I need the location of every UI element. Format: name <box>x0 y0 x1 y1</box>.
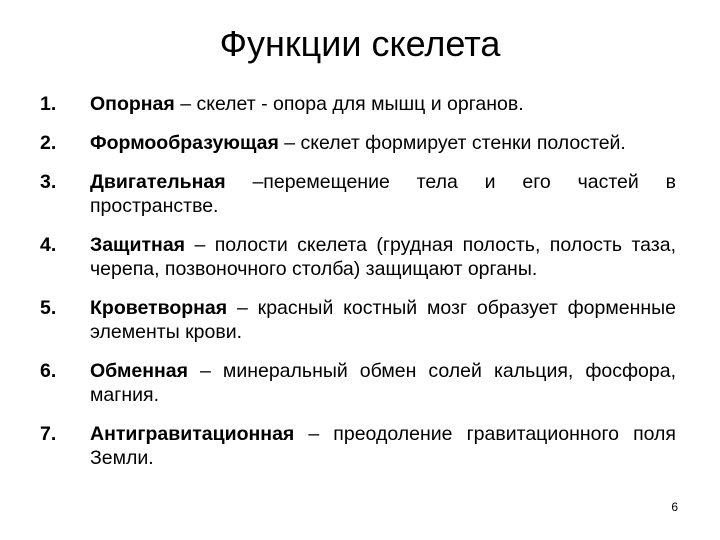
item-number: 6. <box>40 360 57 382</box>
item-term: Опорная <box>90 93 175 115</box>
item-number: 7. <box>40 423 57 445</box>
list-item <box>40 92 676 116</box>
slide-title: Функции скелета <box>219 23 501 64</box>
list-item <box>40 359 676 407</box>
list-item <box>40 170 676 218</box>
item-number: 1. <box>40 93 57 115</box>
item-term: Двигательная <box>90 171 226 193</box>
item-number: 2. <box>40 132 57 154</box>
item-term: Защитная <box>90 234 186 256</box>
item-term: Антигравитационная <box>90 423 295 445</box>
list-item <box>40 422 676 470</box>
item-term: Формообразующая <box>90 132 279 154</box>
item-term: Кроветворная <box>90 297 228 319</box>
functions-list <box>40 92 676 485</box>
item-description: – преодоление гравитационного поля Земли. <box>90 423 676 469</box>
item-term: Обменная <box>90 360 189 382</box>
item-description: –перемещение тела и его частей в пространстве. <box>90 171 676 217</box>
list-item <box>40 131 676 155</box>
item-number: 4. <box>40 234 57 256</box>
item-description: – скелет - опора для мышц и органов. <box>174 93 524 115</box>
item-description: – полости скелета (грудная полость, полость таза, черепа, позвоночного столба) защищают органы. <box>90 234 676 280</box>
list-item <box>40 233 676 281</box>
page-number: 6 <box>671 500 678 514</box>
item-number: 3. <box>40 171 57 193</box>
list-item <box>40 296 676 344</box>
item-description: – скелет формирует стенки полостей. <box>278 132 626 154</box>
item-number: 5. <box>40 297 57 319</box>
item-description: – минеральный обмен солей кальция, фосфора, магния. <box>90 360 676 406</box>
item-description: – красный костный мозг образует форменные элементы крови. <box>90 297 676 343</box>
